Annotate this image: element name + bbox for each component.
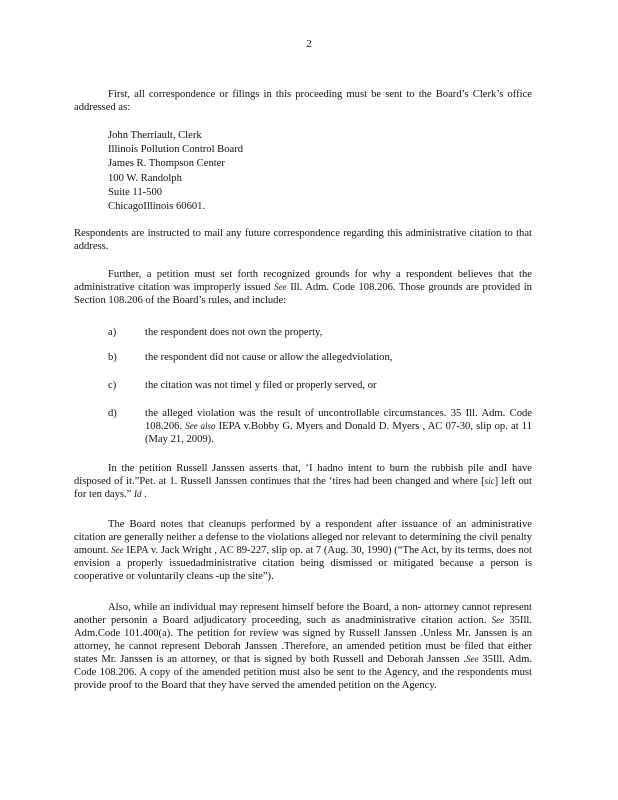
list-label: d) [108, 408, 117, 419]
address-line: ChicagoIllinois 60601. [108, 200, 206, 212]
paragraph-mailing-instructions [74, 227, 532, 253]
paragraph-text: Further, a petition must set forth recognized grounds for why a respondent believes that the administrative citation was improperly issued [74, 269, 532, 293]
list-label: a) [108, 327, 117, 338]
address-line: James R. Thompson Center [108, 158, 225, 170]
paragraph-cleanup-note [74, 518, 532, 583]
address-line: Suite 11-500 [108, 186, 163, 198]
address-line: Illinois Pollution Control Board [108, 144, 244, 156]
citation-signal: See [274, 282, 287, 292]
paragraph-text: . [141, 489, 147, 500]
paragraph-text: Respondents are instructed to mail any future correspondence regarding this administrative citation to that address. [74, 228, 532, 252]
paragraph-filing-instructions [74, 88, 532, 114]
citation-signal: See [466, 654, 479, 664]
list-text-part: the alleged violation was the result of uncontrollable circumstances. 35 Ill. Adm. Code 108.206. [145, 408, 532, 432]
list-label: b) [108, 352, 117, 363]
paragraph-text: The Board notes that cleanups performed by a respondent after issuance of an administrative citation are generally neither a defense to the violations alleged nor relevant to determining the civil penalty amount. [74, 519, 532, 556]
clerk-address-block [108, 129, 243, 214]
page-number: 2 [306, 38, 312, 50]
citation-signal: Id [134, 489, 142, 499]
citation-signal: See [111, 545, 124, 555]
citation-signal: sic [484, 476, 495, 486]
paragraph-text: Ill. Adm. Code 108.206. Those grounds are provided in Section 108.206 of the Board’s rules, and include: [74, 282, 532, 306]
paragraph-text: IEPA v. Jack Wright , AC 89-227, slip op. at 7 (Aug. 30, 1990) (“The Act, by its terms, does not envision a properly issuedadministrative citation being dismissed or mitigated because a person is cooperative or voluntarily cleans -up the site”). [74, 545, 533, 582]
address-line: John Therriault, Clerk [108, 130, 202, 141]
paragraph-representation [74, 601, 532, 692]
list-text: the respondent does not own the property, [145, 327, 323, 338]
list-text [145, 407, 532, 446]
paragraph-text: 35Ill. Adm.Code 101.400(a). The petition for review was signed by Russell Janssen .Unless Mr. Janssen is an attorney, he cannot represent Deborah Janssen .Therefore, an amended petition must be filed that either states Mr. Janssen is an attorney, or that is signed by both Russell and Deborah Janssen . [74, 615, 532, 665]
paragraph-text: In the petition Russell Janssen asserts that, ‘I hadno intent to burn the rubbish pile andI have disposed of it.”Pet. at 1. Russell Janssen continues that the ‘tires had been changed and where [ [74, 463, 532, 487]
paragraph-petition-grounds [74, 268, 532, 307]
paragraph-text: 35Ill. Adm. Code 108.206. A copy of the amended petition must also be sent to the Agency, and the respondents must provide proof to the Board that they have served the amended petition on the Agency. [74, 654, 532, 691]
paragraph-text: First, all correspondence or filings in this proceeding must be sent to the Board’s Clerk’s office addressed as: [74, 89, 532, 113]
list-text: the citation was not timel y filed or properly served, or [145, 380, 377, 391]
citation-signal: See [491, 615, 505, 625]
address-line: 100 W. Randolph [108, 172, 182, 184]
list-text: the respondent did not cause or allow the allegedviolation, [145, 352, 393, 363]
paragraph-text: Also, while an individual may represent himself before the Board, a non- attorney cannot represent another personin a Board adjudicatory proceeding, such as anadministrative citation action. [74, 602, 532, 626]
list-label: c) [108, 380, 117, 391]
list-text-part: IEPA v.Bobby G. Myers and Donald D. Myers , AC 07-30, slip op. at 11 (May 21, 2009). [145, 421, 532, 445]
citation-signal: See also [185, 421, 216, 431]
paragraph-text: ] left out for ten days.” [74, 476, 532, 500]
paragraph-petition-assertion [74, 462, 532, 501]
